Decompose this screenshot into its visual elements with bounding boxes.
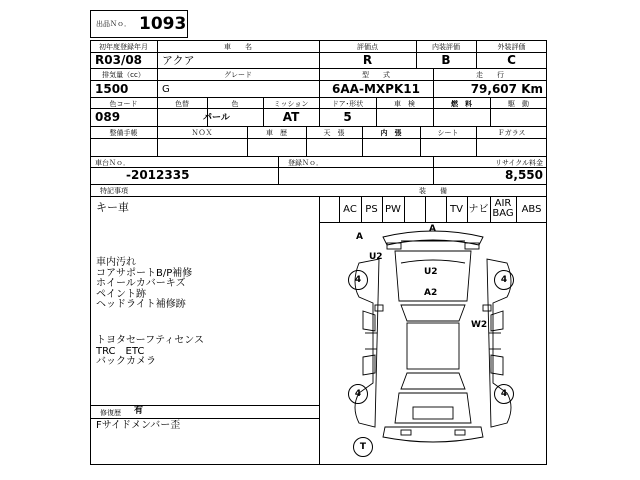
repair-history-label: 修復歴 [100,409,121,417]
chassis-value: -2012335 [126,168,190,182]
mileage-value: 79,607 Km [470,82,543,96]
color-type-label: 色替 [175,100,189,108]
color-value: パール [203,113,230,123]
roof-label: 天 張 [323,129,345,137]
remark-line: コアサポートB/P補修 [96,267,193,279]
transmission-label: ミッション [273,100,309,108]
windshield-outline [401,305,465,321]
remark-frame-damage: Fサイドメンバー歪 [96,420,181,431]
fuel-label: 燃 料 [451,100,472,108]
equip-airbag: AIR BAG [492,198,514,219]
doors-shape-label: ドア･形状 [331,100,364,108]
model-label: 型 式 [362,71,390,79]
equip-navi: ナビ [468,204,489,215]
spare-tire: T [353,437,373,457]
damage-right-w2: W2 [471,320,488,330]
transmission-value: AT [282,110,300,124]
remarks-block-2 [96,336,204,368]
rear-bumper-outline [383,427,483,442]
first-reg-value: R03/08 [95,53,143,67]
mileage-label: 走 行 [476,71,504,79]
exterior-score-value: C [507,53,516,67]
vehicle-damage-diagram [319,223,547,465]
remark-line: バックカメラ [96,356,156,367]
lot-number-label: 出品Ｎｏ． [96,20,131,28]
car-name-label: 車 名 [224,43,252,51]
damage-hood-u2: U2 [424,267,438,277]
exterior-score-label: 外装評価 [497,43,526,51]
doors-value: 5 [343,110,352,124]
equip-pw: PW [385,204,401,215]
score-value: R [362,53,373,67]
recycle-value: 8,550 [505,168,543,182]
reg-no-label: 登録Ｎｏ． [288,159,323,167]
grade-label: グレード [224,71,252,79]
trunk-outline [395,393,471,423]
equip-abs: ABS [521,204,542,215]
displacement-label: 排気量（cc） [102,71,145,79]
remark-line: ヘッドライト補修跡 [96,299,186,310]
grade-value: G [162,84,170,95]
remark-line: TRC ETC [96,345,145,357]
nox-label: ＮＯＸ [191,129,213,137]
chassis-label: 車台Ｎｏ． [95,159,130,167]
color-code-value: 089 [95,110,121,124]
color-label: 色 [231,100,239,108]
remark-line: ペイント跡 [96,288,146,300]
remark-line: ホイールカバーキズ [96,278,186,289]
model-value: 6AA-MXPK11 [332,82,420,96]
score-label: 評価点 [357,43,378,51]
remarks-block-1 [96,258,192,311]
lot-number: 1093 [139,14,187,34]
interior-label: 内 張 [380,129,402,137]
displacement-value: 1500 [95,82,129,96]
damage-hood-a2: A2 [424,288,438,298]
interior-score-label: 内装評価 [432,43,460,51]
lot-number-box [90,10,188,38]
equip-ac: AC [343,204,357,215]
repair-history-value: 有 [134,406,144,416]
tire-front-left: 4 [348,270,368,290]
maintenance-label: 整備手帳 [109,129,138,137]
tire-front-right: 4 [494,270,514,290]
rear-window-outline [401,373,465,389]
equip-tv: TV [450,204,463,215]
equip-ps: PS [365,204,378,215]
color-code-label: 色コード [109,100,138,108]
remark-line: トヨタセーフティセンス [96,335,204,346]
f-glass-label: Ｆガラス [497,129,526,137]
remark-key-car: キー車 [96,201,129,214]
remark-line: 車内汚れ [96,257,136,268]
remarks-label: 特記事項 [100,187,128,195]
equipment-label: 装 備 [419,187,447,195]
recycle-label: リサイクル料金 [494,159,543,167]
roof-outline [407,323,459,369]
damage-left-u2: U2 [369,252,383,262]
history-label: 車 歴 [266,129,287,137]
drive-label: 駆 動 [508,100,529,108]
seat-label: シート [437,129,459,137]
car-name-value: アクア [162,54,195,67]
tire-rear-left: 4 [348,384,368,404]
damage-front-left-a: A [356,232,363,242]
inspection-label: 車 検 [394,100,415,108]
tire-rear-right: 4 [494,384,514,404]
first-reg-label: 初年度登録年月 [99,43,148,51]
damage-front-a: A [429,224,436,234]
interior-score-value: B [441,53,451,67]
